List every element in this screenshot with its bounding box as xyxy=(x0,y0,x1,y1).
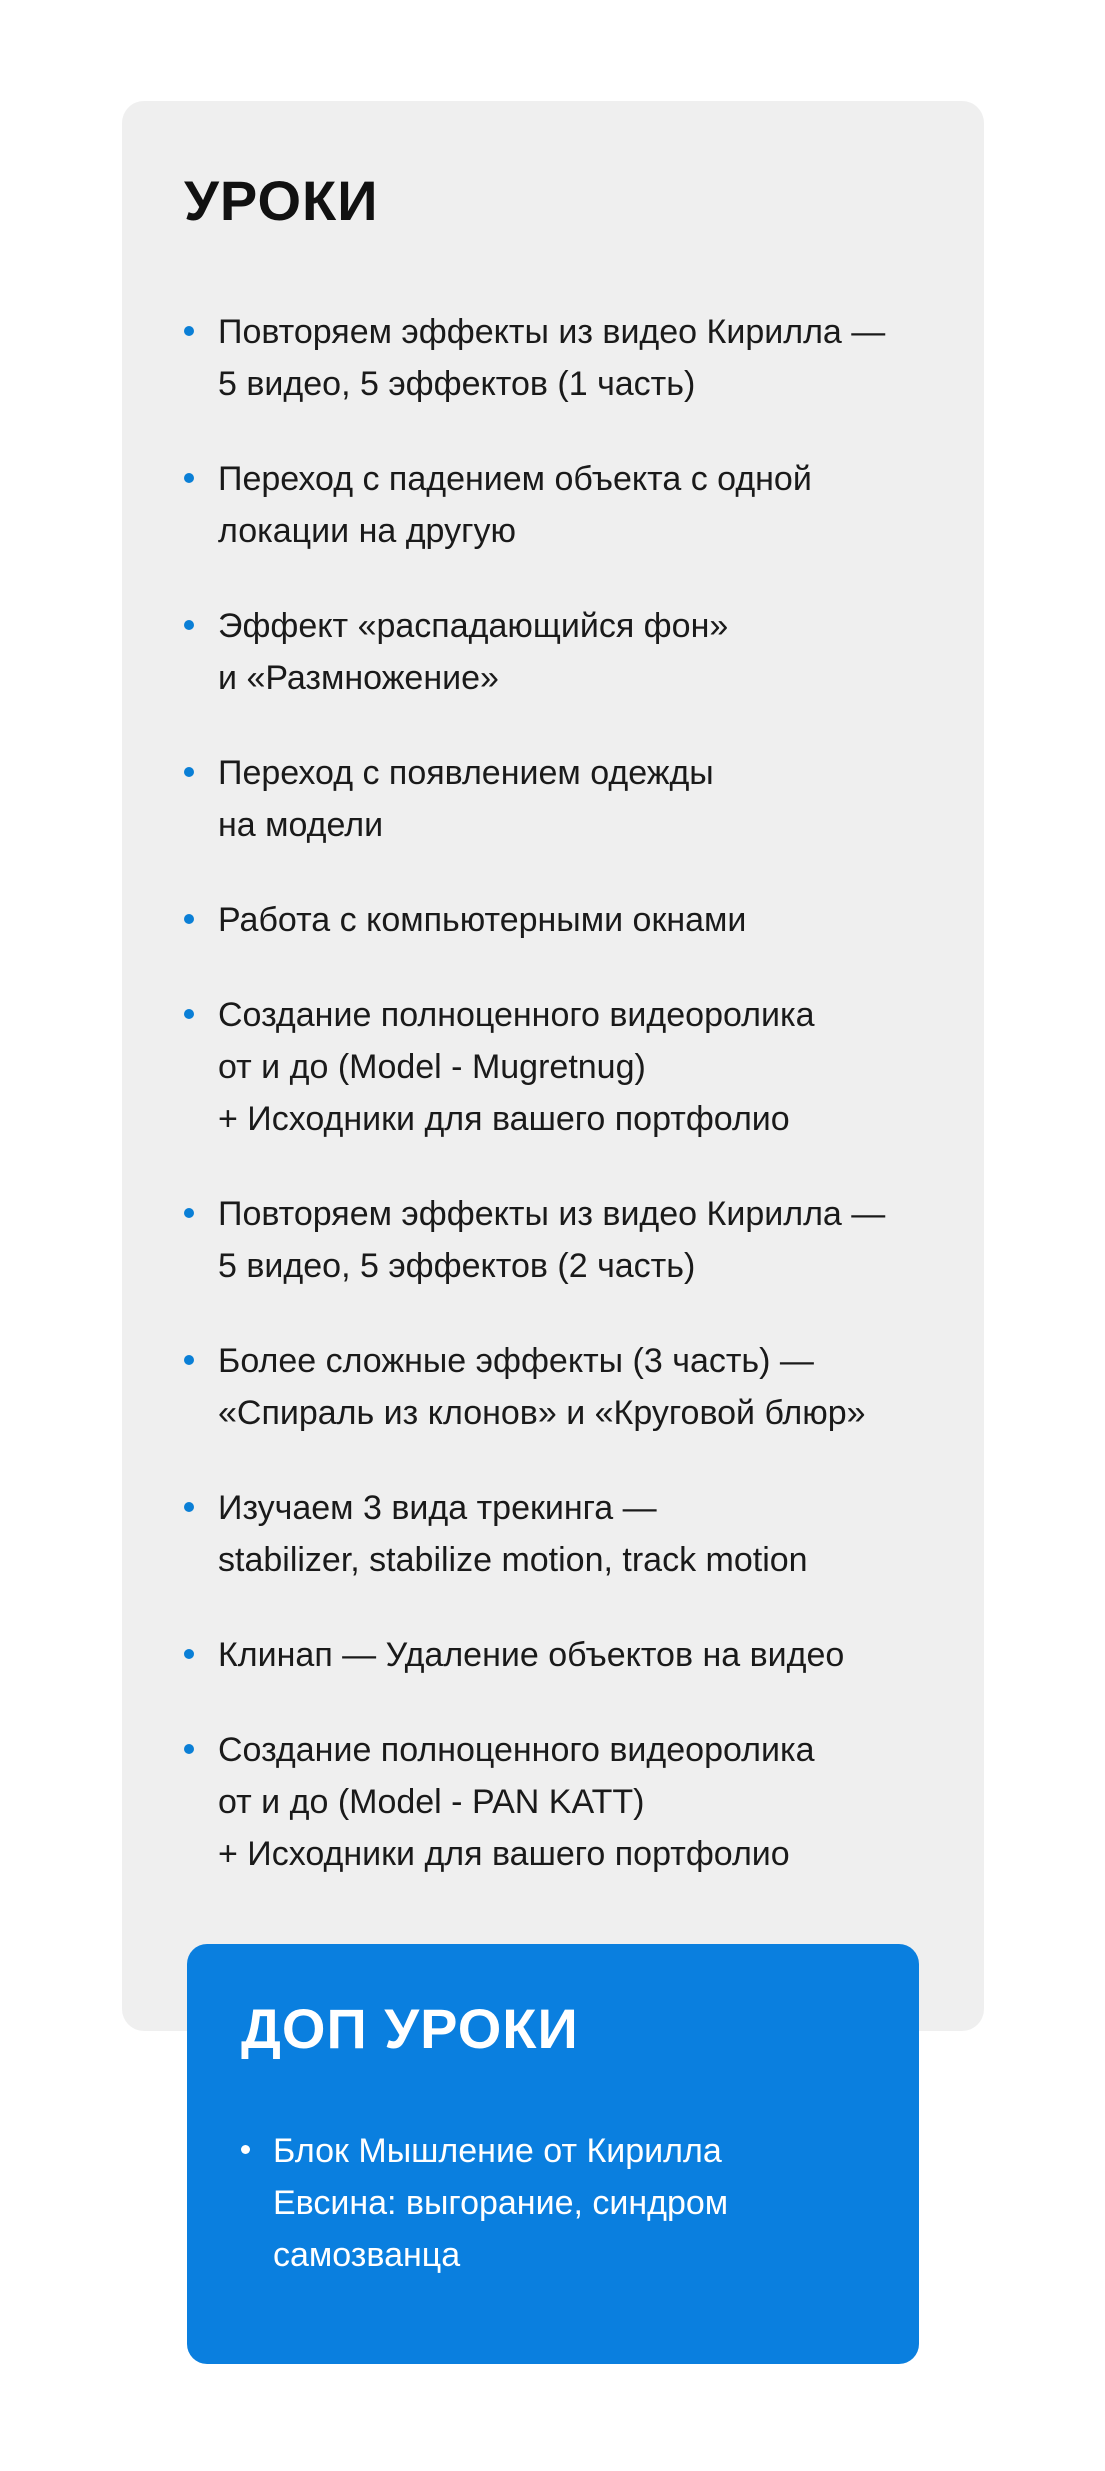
lesson-item-text: Работа с компьютерными окнами xyxy=(218,901,747,939)
lessons-card xyxy=(122,101,984,2031)
lesson-item-text: Создание полноценного видеоролика от и до (Model - PAN KATT) + Исходники для вашего портфолио xyxy=(218,1731,815,1873)
lesson-item xyxy=(184,600,964,704)
lesson-item xyxy=(184,894,964,946)
extra-lesson-item xyxy=(241,2125,881,2281)
bullet-icon xyxy=(184,1009,194,1019)
lessons-list xyxy=(184,306,964,1923)
lesson-item-text: Повторяем эффекты из видео Кирилла — 5 видео, 5 эффектов (2 часть) xyxy=(218,1195,886,1285)
bullet-icon xyxy=(184,1502,194,1512)
extra-lesson-item-text: Блок Мышление от Кирилла Евсина: выгорание, синдром самозванца xyxy=(273,2132,729,2274)
lesson-item xyxy=(184,453,964,557)
lesson-item xyxy=(184,1629,964,1681)
bullet-icon xyxy=(184,767,194,777)
bullet-icon xyxy=(184,1649,194,1659)
lesson-item xyxy=(184,1482,964,1586)
extra-lessons-title: ДОП УРОКИ xyxy=(241,1997,579,2060)
lesson-item xyxy=(184,1335,964,1439)
lesson-item-text: Повторяем эффекты из видео Кирилла — 5 видео, 5 эффектов (1 часть) xyxy=(218,313,886,403)
bullet-icon xyxy=(184,473,194,483)
lesson-item-text: Переход с падением объекта с одной локации на другую xyxy=(218,460,812,550)
extra-lessons-list xyxy=(241,2125,881,2281)
bullet-icon xyxy=(184,1355,194,1365)
bullet-icon xyxy=(241,2145,250,2154)
lesson-item xyxy=(184,747,964,851)
bullet-icon xyxy=(184,620,194,630)
lesson-item xyxy=(184,306,964,410)
lessons-title: УРОКИ xyxy=(184,169,379,232)
extra-lessons-card xyxy=(187,1944,919,2364)
bullet-icon xyxy=(184,1208,194,1218)
lesson-item-text: Клинап — Удаление объектов на видео xyxy=(218,1636,845,1674)
lesson-item xyxy=(184,989,964,1145)
lesson-item-text: Переход с появлением одежды на модели xyxy=(218,754,714,844)
lesson-item-text: Эффект «распадающийся фон» и «Размножение» xyxy=(218,607,729,697)
bullet-icon xyxy=(184,914,194,924)
bullet-icon xyxy=(184,1744,194,1754)
lesson-item-text: Изучаем 3 вида трекинга — stabilizer, stabilize motion, track motion xyxy=(218,1489,808,1579)
lesson-item-text: Создание полноценного видеоролика от и до (Model - Mugretnug) + Исходники для вашего портфолио xyxy=(218,996,815,1138)
lesson-item xyxy=(184,1188,964,1292)
lesson-item-text: Более сложные эффекты (3 часть) — «Спираль из клонов» и «Круговой блюр» xyxy=(218,1342,866,1432)
bullet-icon xyxy=(184,326,194,336)
lesson-item xyxy=(184,1724,964,1880)
